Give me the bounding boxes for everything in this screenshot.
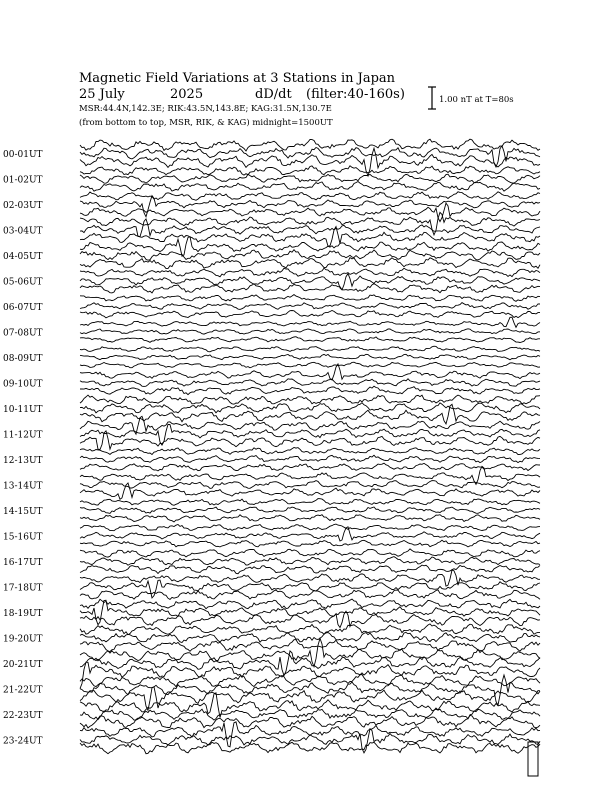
hour-label: 02-03UT	[3, 201, 43, 211]
hour-label: 22-23UT	[3, 711, 43, 721]
hour-label: 11-12UT	[3, 430, 43, 441]
trace-01-02UT-RIK	[80, 174, 540, 183]
hour-label: 04-05UT	[3, 252, 43, 262]
trace-03-04UT-RIK	[80, 219, 540, 237]
trace-07-08UT-KAG	[80, 317, 540, 327]
trace-20-21UT-RIK	[80, 651, 540, 676]
trace-23-24UT-MSR	[80, 742, 540, 754]
trace-07-08UT-RIK	[80, 329, 540, 334]
trace-12-13UT-MSR	[80, 463, 540, 471]
trace-13-14UT-RIK	[80, 481, 540, 489]
filter-label: (filter:40-160s)	[306, 87, 405, 102]
hour-label: 12-13UT	[3, 456, 43, 466]
trace-08-09UT-KAG	[80, 346, 540, 352]
trace-15-16UT-RIK	[80, 527, 540, 541]
trace-18-19UT-MSR	[80, 611, 540, 627]
quantity-label: dD/dt	[255, 87, 292, 102]
hour-label: 21-22UT	[3, 685, 43, 696]
hour-label: 06-07UT	[3, 303, 43, 313]
trace-16-17UT-KAG	[80, 549, 540, 557]
hour-label: 23-24UT	[3, 736, 43, 747]
date-label: 25 July	[79, 87, 125, 102]
trace-14-15UT-MSR	[80, 515, 540, 522]
trace-19-20UT-KAG	[80, 624, 540, 635]
trace-09-10UT-MSR	[80, 386, 540, 394]
trace-16-17UT-RIK	[80, 557, 540, 566]
trace-18-19UT-RIK	[80, 600, 540, 624]
trace-17-18UT-RIK	[80, 580, 540, 598]
trace-12-13UT-RIK	[80, 455, 540, 462]
trace-15-16UT-MSR	[80, 540, 540, 547]
hour-label: 18-19UT	[3, 609, 43, 619]
scale-bar	[428, 87, 436, 109]
trace-11-12UT-KAG	[80, 416, 540, 434]
hour-label: 08-09UT	[3, 354, 43, 364]
hour-label: 17-18UT	[3, 583, 43, 594]
hour-label: 19-20UT	[3, 634, 43, 645]
trace-09-10UT-KAG	[80, 364, 540, 380]
trace-02-03UT-RIK	[80, 196, 540, 217]
trace-06-07UT-MSR	[80, 311, 540, 318]
trace-06-07UT-KAG	[80, 295, 540, 302]
hour-label: 05-06UT	[3, 277, 43, 288]
trace-01-02UT-MSR	[80, 182, 540, 192]
chart-title: Magnetic Field Variations at 3 Stations in Japan	[79, 71, 396, 86]
hour-label: 00-01UT	[3, 150, 43, 160]
trace-13-14UT-MSR	[80, 483, 540, 499]
trace-12-13UT-KAG	[80, 448, 540, 455]
trace-08-09UT-RIK	[80, 354, 540, 359]
scale-label: 1.00 nT at T=80s	[439, 95, 514, 105]
trace-15-16UT-KAG	[80, 524, 540, 531]
trace-21-22UT-RIK	[80, 675, 540, 705]
trace-05-06UT-KAG	[80, 268, 540, 277]
hour-label: 10-11UT	[3, 405, 43, 415]
trace-10-11UT-MSR	[80, 404, 540, 424]
trace-04-05UT-MSR	[80, 258, 540, 269]
trace-07-08UT-MSR	[80, 337, 540, 343]
hour-label: 09-10UT	[3, 379, 43, 390]
trace-17-18UT-MSR	[80, 590, 540, 600]
hour-label: 20-21UT	[3, 660, 43, 670]
trace-16-17UT-MSR	[80, 565, 540, 574]
trace-10-11UT-RIK	[80, 403, 540, 413]
trace-10-11UT-KAG	[80, 395, 540, 404]
trace-02-03UT-KAG	[80, 192, 540, 201]
trace-08-09UT-MSR	[80, 362, 540, 368]
trace-23-24UT-RIK	[80, 729, 540, 753]
trace-11-12UT-RIK	[80, 424, 540, 445]
trace-22-23UT-MSR	[80, 715, 540, 728]
trace-06-07UT-RIK	[80, 303, 540, 310]
trace-09-10UT-RIK	[80, 379, 540, 387]
trace-18-19UT-KAG	[80, 599, 540, 609]
hour-label: 03-04UT	[3, 226, 43, 237]
hour-label: 14-15UT	[3, 507, 43, 517]
trace-01-02UT-KAG	[80, 166, 540, 175]
year-label: 2025	[170, 87, 204, 102]
trace-14-15UT-KAG	[80, 499, 540, 506]
hour-label: 15-16UT	[3, 532, 43, 543]
trace-14-15UT-RIK	[80, 507, 540, 513]
hour-label: 13-14UT	[3, 481, 43, 492]
trace-05-06UT-MSR	[80, 284, 540, 293]
hour-label: 01-02UT	[3, 175, 43, 186]
station-order-note: (from bottom to top, MSR, RIK, & KAG) midnight=1500UT	[79, 118, 333, 128]
hour-label: 07-08UT	[3, 328, 43, 339]
trace-04-05UT-KAG	[80, 237, 540, 257]
trace-19-20UT-RIK	[80, 633, 540, 643]
trace-11-12UT-MSR	[80, 431, 540, 450]
hour-label: 16-17UT	[3, 558, 43, 568]
stations-line: MSR:44.4N,142.3E; RIK:43.5N,143.8E; KAG:31.5N,130.7E	[79, 104, 332, 114]
